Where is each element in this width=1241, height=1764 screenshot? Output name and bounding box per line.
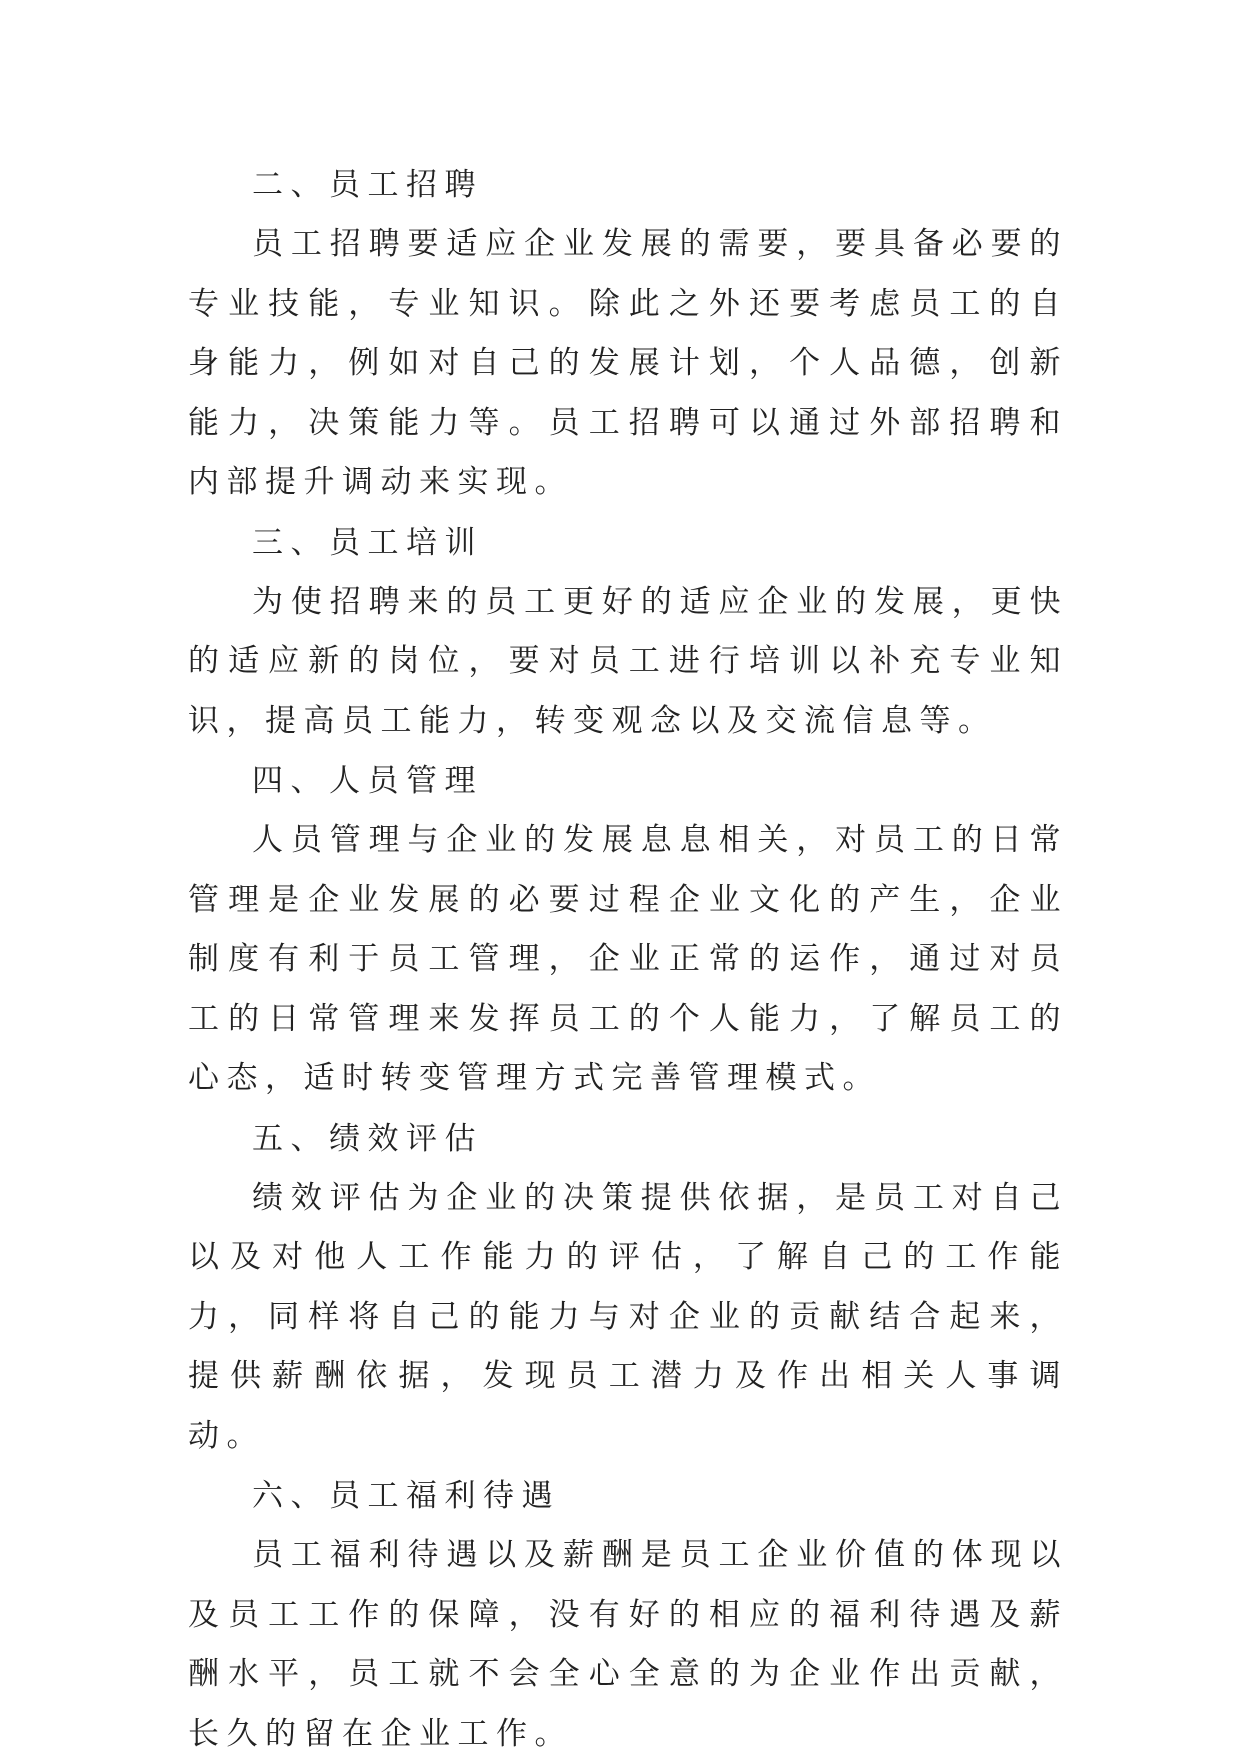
section-employee-benefits: [188, 1466, 1068, 1764]
section-heading: 三、员工培训: [252, 524, 483, 561]
section-training: [188, 513, 1068, 752]
section-paragraph: 员工招聘要适应企业发展的需要，要具备必要的专业技能，专业知识。除此之外还要考虑员工的自身能力，例如对自己的发展计划，个人品德，创新能力，决策能力等。员工招聘可以通过外部招聘和内部提升调动来实现。: [188, 226, 1068, 500]
section-paragraph: 人员管理与企业的发展息息相关，对员工的日常管理是企业发展的必要过程企业文化的产生，企业制度有利于员工管理，企业正常的运作，通过对员工的日常管理来发挥员工的个人能力，了解员工的心态，适时转变管理方式完善管理模式。: [188, 822, 1068, 1096]
section-heading: 四、人员管理: [252, 763, 483, 799]
section-performance-evaluation: [188, 1109, 1068, 1467]
section-heading: 五、绩效评估: [252, 1120, 483, 1157]
section-personnel-management: [188, 751, 1068, 1109]
document-body: [188, 155, 1068, 1764]
section-heading: 六、员工福利待遇: [252, 1478, 560, 1514]
section-paragraph: 绩效评估为企业的决策提供依据，是员工对自己以及对他人工作能力的评估，了解自己的工作能力，同样将自己的能力与对企业的贡献结合起来，提供薪酬依据，发现员工潜力及作出相关人事调动。: [188, 1179, 1068, 1454]
section-heading: 二、员工招聘: [252, 167, 483, 203]
section-recruitment: [188, 155, 1068, 513]
section-paragraph: 为使招聘来的员工更好的适应企业的发展，更快的适应新的岗位，要对员工进行培训以补充专业知识，提高员工能力，转变观念以及交流信息等。: [188, 583, 1068, 739]
section-paragraph: 员工福利待遇以及薪酬是员工企业价值的体现以及员工工作的保障，没有好的相应的福利待遇及薪酬水平，员工就不会全心全意的为企业作出贡献，长久的留在企业工作。: [188, 1537, 1068, 1752]
